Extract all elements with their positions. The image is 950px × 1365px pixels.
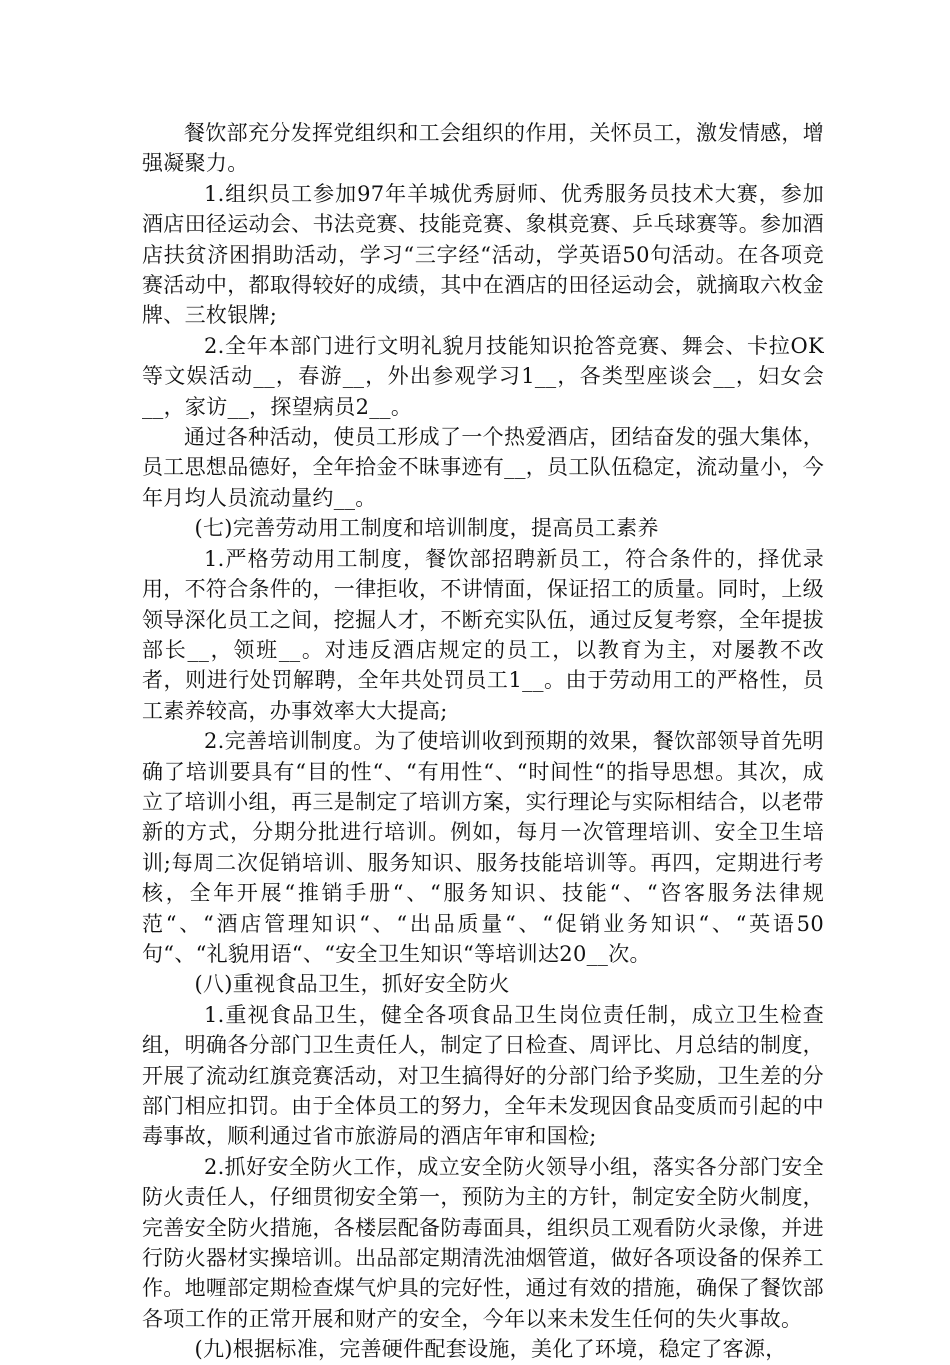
paragraph-item-activities: 2.全年本部门进行文明礼貌月技能知识抢答竞赛、舞会、卡拉OK等文娱活动__，春游__，外出参观学习1__，各类型座谈会__，妇女会__，家访__，探望病员2__。	[142, 333, 824, 419]
section-heading-7: (七)完善劳动用工制度和培训制度，提高员工素养	[194, 516, 659, 541]
paragraph-item-fire-safety: 2.抓好安全防火工作，成立安全防火领导小组，落实各分部门安全防火责任人，仔细贯彻安全第一，预防为主的方针，制定安全防火制度，完善安全防火措施，各楼层配备防毒面具，组织员工观看防火录像，并进行防火器材实操培训。出品部定期清洗油烟管道，做好各项设备的保养工作。地喱部定期检查煤气炉具的完好性，通过有效的措施，确保了餐饮部各项工作的正常开展和财产的安全，今年以来未发生任何的失火事故。	[142, 1154, 824, 1331]
paragraph-item-labor: 1.严格劳动用工制度，餐饮部招聘新员工，符合条件的，择优录用，不符合条件的，一律拒收，不讲情面，保证招工的质量。同时，上级领导深化员工之间，挖掘人才，不断充实队伍，通过反复考察，全年提拔部长__，领班__。对违反酒店规定的员工，以教育为主，对屡教不改者，则进行处罚解聘，全年共处罚员工1__。由于劳动用工的严格性，员工素养较高，办事效率大大提高;	[142, 546, 824, 723]
paragraph-item-training: 2.完善培训制度。为了使培训收到预期的效果，餐饮部领导首先明确了培训要具有“目的性“、“有用性“、“时间性“的指导思想。其次，成立了培训小组，再三是制定了培训方案，实行理论与实际相结合，以老带新的方式，分期分批进行培训。例如，每月一次管理培训、安全卫生培训;每周二次促销培训、服务知识、服务技能培训等。再四，定期进行考核，全年开展“推销手册“、“服务知识、技能“、“咨客服务法律规范“、“酒店管理知识“、“出品质量“、“促销业务知识“、“英语50句“、“礼貌用语“、“安全卫生知识“等培训达20__次。	[142, 729, 824, 966]
document-body	[142, 118, 824, 1365]
section-heading-8: (八)重视食品卫生，抓好安全防火	[194, 972, 510, 997]
paragraph-intro: 餐饮部充分发挥党组织和工会组织的作用，关怀员工，激发情感，增强凝聚力。	[142, 121, 824, 176]
section-heading-9: (九)根据标准，完善硬件配套设施，美化了环境，稳定了客源，	[194, 1337, 787, 1362]
paragraph-summary: 通过各种活动，使员工形成了一个热爱酒店，团结奋发的强大集体，员工思想品德好，全年拾金不昧事迹有__，员工队伍稳定，流动量小，今年月均人员流动量约__。	[142, 425, 824, 510]
paragraph-item-competitions: 1.组织员工参加97年羊城优秀厨师、优秀服务员技术大赛，参加酒店田径运动会、书法竞赛、技能竞赛、象棋竞赛、乒乓球赛等。参加酒店扶贫济困捐助活动，学习“三字经“活动，学英语50句活动。在各项竞赛活动中，都取得较好的成绩，其中在酒店的田径运动会，就摘取六枚金牌、三枚银牌;	[142, 181, 824, 328]
paragraph-item-hygiene: 1.重视食品卫生，健全各项食品卫生岗位责任制，成立卫生检查组，明确各分部门卫生责任人，制定了日检查、周评比、月总结的制度，开展了流动红旗竞赛活动，对卫生搞得好的分部门给予奖励，卫生差的分部门相应扣罚。由于全体员工的努力，全年未发现因食品变质而引起的中毒事故，顺利通过省市旅游局的酒店年审和国检;	[142, 1002, 824, 1149]
